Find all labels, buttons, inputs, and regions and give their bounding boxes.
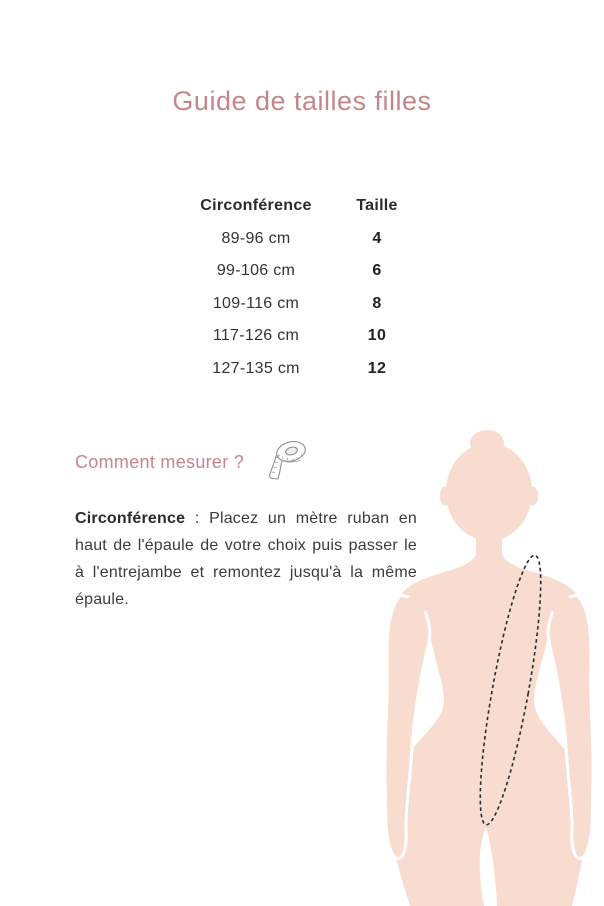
circumference-value: 127-135 cm	[212, 359, 300, 377]
size-table	[186, 190, 420, 385]
circumference-value: 109-116 cm	[212, 294, 300, 312]
table-row	[186, 255, 420, 288]
table-row	[186, 353, 420, 386]
column-header-circumference: Circonférence	[200, 197, 312, 215]
how-to-measure-section	[75, 438, 417, 613]
measure-instructions-text: : Placez un mètre ruban en haut de l'épaule de votre choix puis passer le à l'entrejambe et remontez jusqu'à la même épaule.	[75, 510, 417, 608]
column-header-size: Taille	[356, 197, 398, 215]
table-row	[186, 288, 420, 321]
girl-silhouette-figure	[374, 430, 604, 906]
size-value: 8	[372, 294, 382, 312]
size-value: 6	[372, 262, 382, 280]
circumference-value: 117-126 cm	[212, 327, 300, 345]
page-title: Guide de tailles filles	[172, 86, 432, 116]
size-value: 10	[367, 327, 387, 345]
size-value: 4	[372, 229, 382, 247]
table-row	[186, 320, 420, 353]
how-to-measure-heading: Comment mesurer ?	[75, 452, 245, 472]
circumference-value: 89-96 cm	[221, 229, 291, 247]
circumference-value: 99-106 cm	[216, 262, 296, 280]
measure-term: Circonférence	[75, 510, 186, 527]
measure-instructions	[75, 505, 417, 613]
size-table-header-row	[186, 190, 420, 223]
table-row	[186, 223, 420, 256]
size-value: 12	[367, 359, 387, 377]
how-to-measure-header	[75, 438, 417, 489]
measuring-tape-icon	[266, 438, 308, 489]
